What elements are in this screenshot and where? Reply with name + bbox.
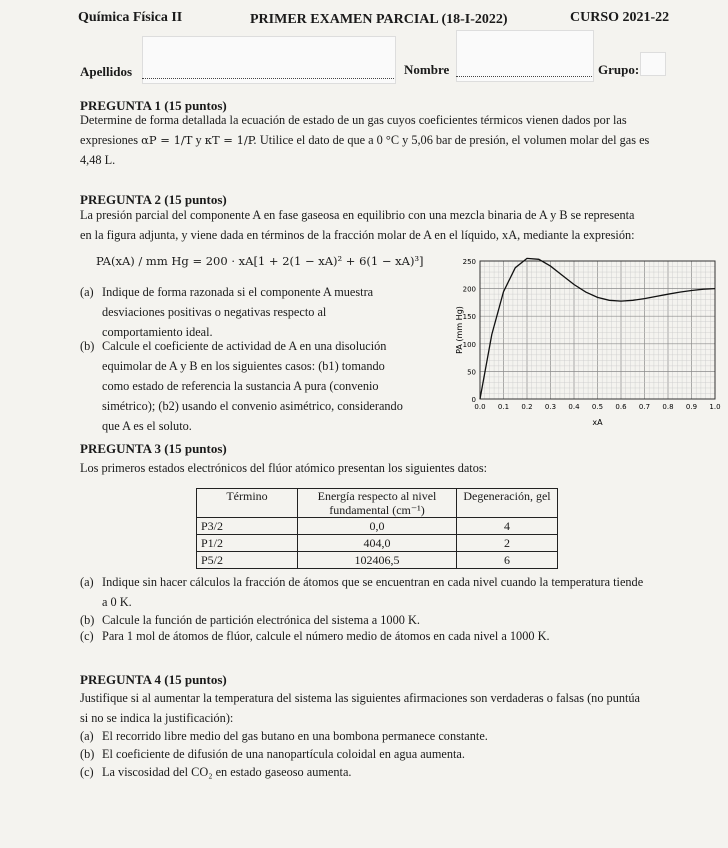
y-tick-label: 200	[462, 285, 476, 294]
table-cell: P5/2	[197, 552, 298, 569]
y-tick-label: 100	[462, 340, 476, 349]
q2-text	[80, 205, 680, 245]
x-tick-label: 0.0	[474, 403, 486, 411]
group-label: Grupo:	[598, 62, 640, 77]
q4-intro: Justifique si al aumentar la temperatura del sistema las siguientes afirmaciones son verdaderas o falsas (no puntúa si no se indica la justificación):	[80, 691, 641, 725]
alpha-expression: αP = 1/T	[141, 133, 193, 147]
q3-intro: Los primeros estados electrónicos del flúor atómico presentan los siguientes datos:	[80, 461, 488, 475]
table-row	[197, 552, 558, 569]
y-tick-label: 0	[471, 396, 476, 404]
group-redaction	[640, 52, 666, 76]
q2-line1: La presión parcial del componente A en fase gaseosa en equilibrio con una mezcla binaria de A y B se representa	[80, 208, 635, 222]
q1-line3: 4,48 L.	[80, 153, 116, 167]
table-cell: 404,0	[298, 535, 457, 552]
name-redaction	[456, 30, 594, 82]
q2-line2: en la figura adjunta, y viene dada en términos de la fracción molar de A en el líquido, xA, mediante la expresión:	[80, 228, 635, 242]
y-tick-label: 250	[462, 258, 476, 266]
kappa-expression: κT = 1/P.	[204, 133, 257, 147]
table-header: Energía respecto al nivel fundamental (cm⁻¹)	[298, 489, 457, 518]
pressure-chart	[452, 255, 722, 435]
table-cell: 4	[457, 518, 558, 535]
table-header-row	[197, 489, 558, 518]
q2-item-a-text: Indique de forma razonada si el componente A muestra desviaciones positivas o negativas respecto al comportamiento ideal.	[102, 285, 374, 339]
table-row	[197, 518, 558, 535]
q3-title: PREGUNTA 3 (15 puntos)	[80, 441, 227, 456]
table-cell: P1/2	[197, 535, 298, 552]
q1-text	[80, 110, 680, 170]
x-tick-label: 0.9	[685, 403, 698, 411]
course-name: Química Física II	[78, 10, 183, 25]
q2-title: PREGUNTA 2 (15 puntos)	[80, 192, 227, 207]
exam-title: PRIMER EXAMEN PARCIAL (18-I-2022)	[250, 12, 508, 27]
q2-item-b-text: Calcule el coeficiente de actividad de A en una disolución equimolar de A y B en los siguientes casos: (b1) tomando como estado de referencia la sustancia A pura (convenio simétrico); (b2) usando el convenio asimétrico, considerando que A es el soluto.	[102, 339, 403, 433]
x-tick-label: 0.5	[591, 403, 604, 411]
x-tick-label: 0.8	[662, 403, 674, 411]
name-line	[456, 76, 592, 77]
q1-line2: expresiones αP = 1/T y κT = 1/P. Utilice el dato de que a 0 °C y 5,06 bar de presión, el volumen molar del gas es	[80, 133, 650, 147]
table-header: Degeneración, gel	[457, 489, 558, 518]
y-tick-label: 50	[467, 368, 476, 377]
x-tick-label: 0.7	[638, 403, 651, 411]
name-label: Nombre	[404, 62, 450, 77]
x-tick-label: 0.2	[521, 403, 533, 411]
x-tick-label: 0.4	[568, 403, 580, 411]
course-year: CURSO 2021-22	[570, 10, 670, 25]
x-tick-label: 1.0	[709, 403, 721, 411]
x-axis-label: xA	[592, 418, 603, 427]
table-header: Término	[197, 489, 298, 518]
exam-page: Química Física II PRIMER EXAMEN PARCIAL (18-I-2022) CURSO 2021-22 Apellidos Nombre Grupo: PREGUNTA 1 (15 puntos) Determine de forma detallada la ecuación de estado de un gas cuyos coeficientes térmicos vienen dados por las expresiones αP = 1/T y κT = 1/P. Utilice el dato de que a 0 °C y 5,06 bar de presión, el volumen molar del gas es 4,48 L. PREGUNTA 2 (15 puntos) La presión parcial del componente A en fase gaseosa en equilibrio con una mezcla binaria de A y B se representa en la figura adjunta, y viene dada en términos de la fracción molar de A en el líquido, xA, mediante la expresión: PA(xA) / mm Hg = 200 · xA[1 + 2(1 − xA)² + 6(1 − xA)³] (a) Indique de forma razonada si el componente A muestra desviaciones positivas o negativas respecto al comportamiento ideal. (b) Calcule el coeficiente de actividad de A en una disolución equimolar de A y B en los siguientes casos: (b1) tomando como estado de referencia la sustancia A pura (convenio simétrico); (b2) usando el convenio asimétrico, considerando que A es el soluto. 0.0 0.1 0.2 0.3 0.4 0.5 0.6 0.7 0.8 0.9 1.0 0 50 100 150 200 250 xA PA (mm Hg) PREGUNTA 3 (15 puntos) Los primeros estados electrónicos del flúor atómico presentan los siguientes datos: Término Energía respecto al nivel fundamental (cm⁻¹) Degeneración, gel P3/2 0,0 4 P1/2 404,0 2 P5/2 102406,5 6 (a) Indique sin hacer cálculos la fracción de átomos que se encuentran en cada nivel cuando la temperatura tiende a 0 K. (b) Calcule la función de partición electrónica del sistema a 1000 K. (c) Para 1 mol de átomos de flúor, calcule el número medio de átomos en cada nivel a 1000 K. PREGUNTA 4 (15 puntos) Justifique si al aumentar la temperatura del sistema las siguientes afirmaciones son verdaderas o falsas (no puntúa si no se indica la justificación): (a) El recorrido libre medio del gas butano en una bombona permanece constante. (b) El coeficiente de difusión de una nanopartícula coloidal en agua aumenta. (c) La viscosidad del CO₂ en estado gaseoso aumenta.	[78, 10, 721, 779]
x-tick-label: 0.1	[497, 403, 510, 411]
table-cell: P3/2	[197, 518, 298, 535]
fluorine-states-table	[196, 488, 558, 569]
surname-line	[142, 78, 394, 79]
table-cell: 0,0	[298, 518, 457, 535]
q4-title: PREGUNTA 4 (15 puntos)	[80, 672, 227, 687]
q1-title: PREGUNTA 1 (15 puntos)	[80, 98, 227, 113]
table-row	[197, 535, 558, 552]
q1-line1: Determine de forma detallada la ecuación de estado de un gas cuyos coeficientes térmicos vienen dados por las	[80, 113, 627, 127]
x-tick-label: 0.3	[544, 403, 557, 411]
x-tick-label: 0.6	[615, 403, 627, 411]
y-axis-label: PA (mm Hg)	[455, 306, 464, 354]
table-cell: 102406,5	[298, 552, 457, 569]
table-cell: 6	[457, 552, 558, 569]
table-cell: 2	[457, 535, 558, 552]
q2-equation: PA(xA) / mm Hg = 200 · xA[1 + 2(1 − xA)² + 6(1 − xA)³]	[96, 254, 424, 268]
y-tick-label: 150	[462, 313, 476, 322]
surname-redaction	[142, 36, 396, 84]
surname-label: Apellidos	[80, 64, 133, 79]
